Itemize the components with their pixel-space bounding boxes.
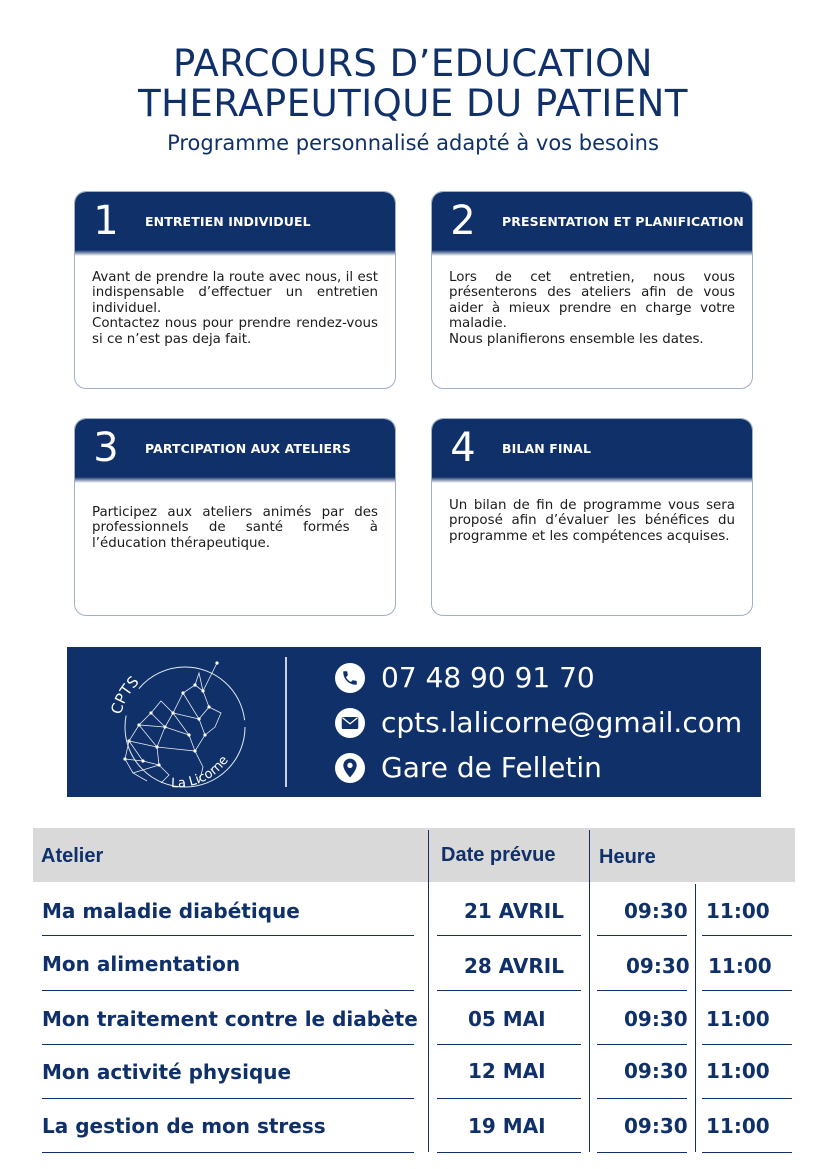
row-divider: [42, 1152, 414, 1153]
contact-banner: [67, 647, 761, 797]
svg-text:La Licorne: [171, 753, 232, 791]
table-cell-end: 11:00: [706, 1059, 770, 1083]
step-number: 3: [93, 425, 119, 471]
row-divider: [702, 935, 792, 936]
step-title: BILAN FINAL: [502, 440, 592, 456]
step-text: Lors de cet entretien, nous vous présenterons des ateliers afin de vous aider à mieux prendre en charge votre maladie.: [449, 270, 735, 332]
address-text: Gare de Felletin: [381, 751, 602, 784]
table-cell-atelier: Ma maladie diabétique: [42, 899, 300, 923]
svg-text:CPTS: [107, 673, 142, 717]
row-divider: [437, 1152, 581, 1153]
phone-number: 07 48 90 91 70: [381, 661, 595, 694]
step-text: Participez aux ateliers animés par des professionnels de santé formés à l’éducation thérapeutique.: [92, 505, 378, 551]
table-cell-start: 09:30: [624, 1007, 688, 1031]
table-cell-end: 11:00: [708, 954, 772, 978]
row-divider: [42, 935, 414, 936]
row-divider: [437, 1098, 581, 1099]
table-cell-end: 11:00: [706, 1007, 770, 1031]
step-number: 4: [450, 425, 476, 471]
logo-text-top: CPTS: [107, 672, 143, 717]
step-number: 2: [450, 198, 476, 244]
step-number: 1: [93, 198, 119, 244]
phone-icon: [335, 663, 365, 693]
page-title-line-2: THERAPEUTIQUE DU PATIENT: [138, 82, 688, 125]
row-divider: [437, 990, 581, 991]
step-card-4: [431, 418, 753, 616]
row-divider: [597, 1044, 687, 1045]
column-divider: [695, 884, 696, 1152]
step-text: Un bilan de fin de programme vous sera proposé afin d’évaluer les bénéfices du programme et les compétences acquises.: [449, 498, 735, 544]
table-cell-end: 11:00: [706, 899, 770, 923]
step-card-2: [431, 191, 753, 389]
mail-icon: [335, 708, 365, 738]
cpts-unicorn-logo: [99, 655, 259, 791]
row-divider: [597, 990, 687, 991]
page-title-line-1: PARCOURS D’EDUCATION: [173, 42, 653, 85]
step-text: Avant de prendre la route avec nous, il est indispensable d’effectuer un entretien individuel.: [92, 270, 378, 316]
step-card-1: [74, 191, 396, 389]
row-divider: [597, 1098, 687, 1099]
step-card-header: [75, 419, 395, 477]
table-cell-start: 09:30: [624, 1059, 688, 1083]
row-divider: [437, 1044, 581, 1045]
logo-text-bottom: La Licorne: [170, 753, 232, 791]
step-description: [75, 477, 395, 551]
row-divider: [42, 990, 414, 991]
contact-address: [335, 751, 602, 784]
page-subtitle: Programme personnalisé adapté à vos besoins: [167, 131, 659, 155]
step-card-header: [432, 419, 752, 477]
row-divider: [702, 1098, 792, 1099]
table-cell-atelier: Mon activité physique: [42, 1060, 292, 1084]
column-divider: [589, 830, 590, 1152]
table-cell-date: 28 AVRIL: [464, 954, 564, 978]
table-cell-start: 09:30: [624, 899, 688, 923]
row-divider: [702, 1044, 792, 1045]
step-text: Nous planifierons ensemble les dates.: [449, 331, 704, 347]
column-header-heure: Heure: [599, 846, 656, 868]
table-cell-atelier: La gestion de mon stress: [42, 1114, 326, 1138]
column-header-atelier: Atelier: [41, 845, 104, 867]
banner-divider: [285, 657, 287, 787]
step-title: ENTRETIEN INDIVIDUEL: [145, 213, 311, 229]
table-cell-atelier: Mon alimentation: [42, 952, 241, 976]
table-cell-date: 19 MAI: [468, 1114, 546, 1138]
row-divider: [437, 935, 581, 936]
step-card-3: [74, 418, 396, 616]
table-cell-date: 12 MAI: [468, 1059, 546, 1083]
table-cell-end: 11:00: [706, 1114, 770, 1138]
column-divider: [428, 830, 429, 1152]
contact-phone[interactable]: [335, 661, 595, 694]
schedule-table-header: [33, 828, 795, 882]
table-cell-date: 05 MAI: [468, 1007, 546, 1031]
row-divider: [702, 990, 792, 991]
table-cell-start: 09:30: [624, 1114, 688, 1138]
table-cell-atelier: Mon traitement contre le diabète: [42, 1007, 418, 1031]
contact-email[interactable]: [335, 706, 742, 739]
row-divider: [42, 1044, 414, 1045]
row-divider: [702, 1152, 792, 1153]
step-card-header: [432, 192, 752, 250]
location-pin-icon: [335, 753, 365, 783]
table-cell-date: 21 AVRIL: [464, 899, 564, 923]
row-divider: [42, 1098, 414, 1099]
email-address: cpts.lalicorne@gmail.com: [381, 706, 743, 739]
step-description: [432, 477, 752, 544]
step-text: Contactez nous pour prendre rendez-vous si ce n’est pas deja fait.: [92, 316, 378, 347]
row-divider: [597, 1152, 687, 1153]
step-description: [75, 250, 395, 347]
step-description: [432, 250, 752, 347]
column-header-date: Date prévue: [441, 844, 556, 866]
table-cell-start: 09:30: [626, 954, 690, 978]
page-title: [0, 44, 826, 124]
row-divider: [597, 935, 687, 936]
step-title: PRESENTATION ET PLANIFICATION: [502, 213, 744, 229]
step-card-header: [75, 192, 395, 250]
step-title: PARTCIPATION AUX ATELIERS: [145, 440, 351, 456]
